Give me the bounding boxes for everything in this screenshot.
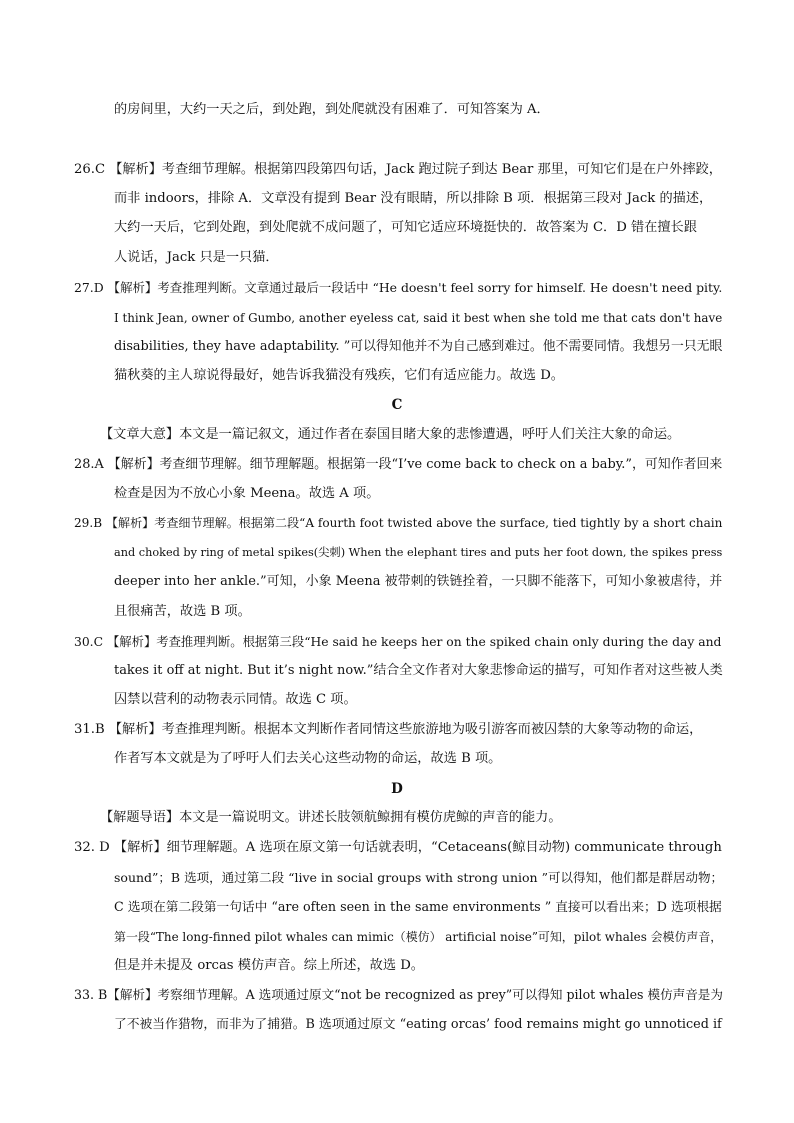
text-line: I think Jean, owner of Gumbo, another eyeless cat, said it best when she told me that cats don't have [114,311,723,325]
text-line: 【文章大意】本文是一篇记叙文，通过作者在泰国目睹大象的悲惨遭遇，呼吁人们关注大象的命运。 [100,427,681,442]
text-line: and choked by ring of metal spikes(尖刺) When the elephant tires and puts her foot down, the spikes press [114,546,723,559]
text-line: 了不被当作猎物，而非为了捕猎。B 选项通过原文 “eating orcas’ food remains might go unnoticed if [114,1017,722,1032]
text-line: 大约一天后，它到处跑，到处爬就不成问题了，可知它适应环境挺快的．故答案为 C．D 错在擅长跟 [114,220,697,235]
text-line: takes it off at night. But it’s night now.”结合全文作者对大象悲惨命运的描写，可知作者对这些被人类 [114,663,723,678]
text-line: 29.B 【解析】考查细节理解。根据第二段“A fourth foot twisted above the surface, tied tightly by a short chain [74,516,723,530]
text-line: disabilities, they have adaptability. ”可以得知他并不为自己感到难过。他不需要同情。我想另一只无眼 [114,339,723,354]
section-heading: D [391,781,403,797]
text-line: 32. D 【解析】细节理解题。A 选项在原文第一句话就表明，“Cetaceans(鲸目动物) communicate through [74,840,722,855]
text-line: 作者写本文就是为了呼吁人们去关心这些动物的命运，故选 B 项。 [114,751,502,766]
text-line: 猫秋葵的主人琼说得最好，她告诉我猫没有残疾，它们有适应能力。故选 D。 [114,368,564,383]
text-line: 但是并未提及 orcas 模仿声音。综上所述，故选 D。 [114,958,424,973]
text-line: sound”；B 选项，通过第二段 “live in social groups with strong union ”可以得知，他们都是群居动物； [114,870,723,885]
text-line: 28.A 【解析】考查细节理解。细节理解题。根据第一段“I’ve come back to check on a baby.”，可知作者回来 [74,457,723,472]
text-line: 31.B 【解析】考查推理判断。根据本文判断作者同情这些旅游地为吸引游客而被囚禁的大象等动物的命运， [74,722,703,737]
text-line: deeper into her ankle.”可知，小象 Meena 被带刺的铁链拴着，一只脚不能落下，可知小象被虐待，并 [114,574,723,589]
text-line: 【解题导语】本文是一篇说明文。讲述长肢领航鲸拥有模仿虎鲸的声音的能力。 [100,810,562,825]
text-line: 而非 indoors，排除 A．文章没有提到 Bear 没有眼睛，所以排除 B 项．根据第三段对 Jack 的描述， [114,191,713,206]
text-line: 27.D 【解析】考查推理判断。文章通过最后一段话中 “He doesn't feel sorry for himself. He doesn't need pity. [74,280,723,295]
text-line: 人说话，Jack 只是一只猫． [114,250,279,265]
text-line: 的房间里，大约一天之后，到处跑，到处爬就没有困难了．可知答案为 A． [114,102,550,117]
section-heading: C [391,397,403,413]
text-line: 26.C 【解析】考查细节理解。根据第四段第四句话，Jack 跑过院子到达 Bear 那里，可知它们是在户外摔跤， [74,162,722,177]
text-line: C 选项在第二段第一句话中 “are often seen in the same environments ” 直接可以看出来；D 选项根据 [114,899,722,914]
text-line: 囚禁以营利的动物表示同情。故选 C 项。 [114,692,357,707]
text-line: 30.C 【解析】考查推理判断。根据第三段“He said he keeps her on the spiked chain only during the day and [74,635,722,649]
text-line: 33. B【解析】考察细节理解。A 选项通过原文“not be recognized as prey”可以得知 pilot whales 模仿声音是为 [74,987,723,1002]
text-line: 第一段“The long-finned pilot whales can mimic（模仿） artificial noise”可知，pilot whales 会模仿声音， [114,930,723,944]
text-line: 检查是因为不放心小象 Meena。故选 A 项。 [114,486,380,501]
text-line: 且很痛苦，故选 B 项。 [114,604,251,619]
